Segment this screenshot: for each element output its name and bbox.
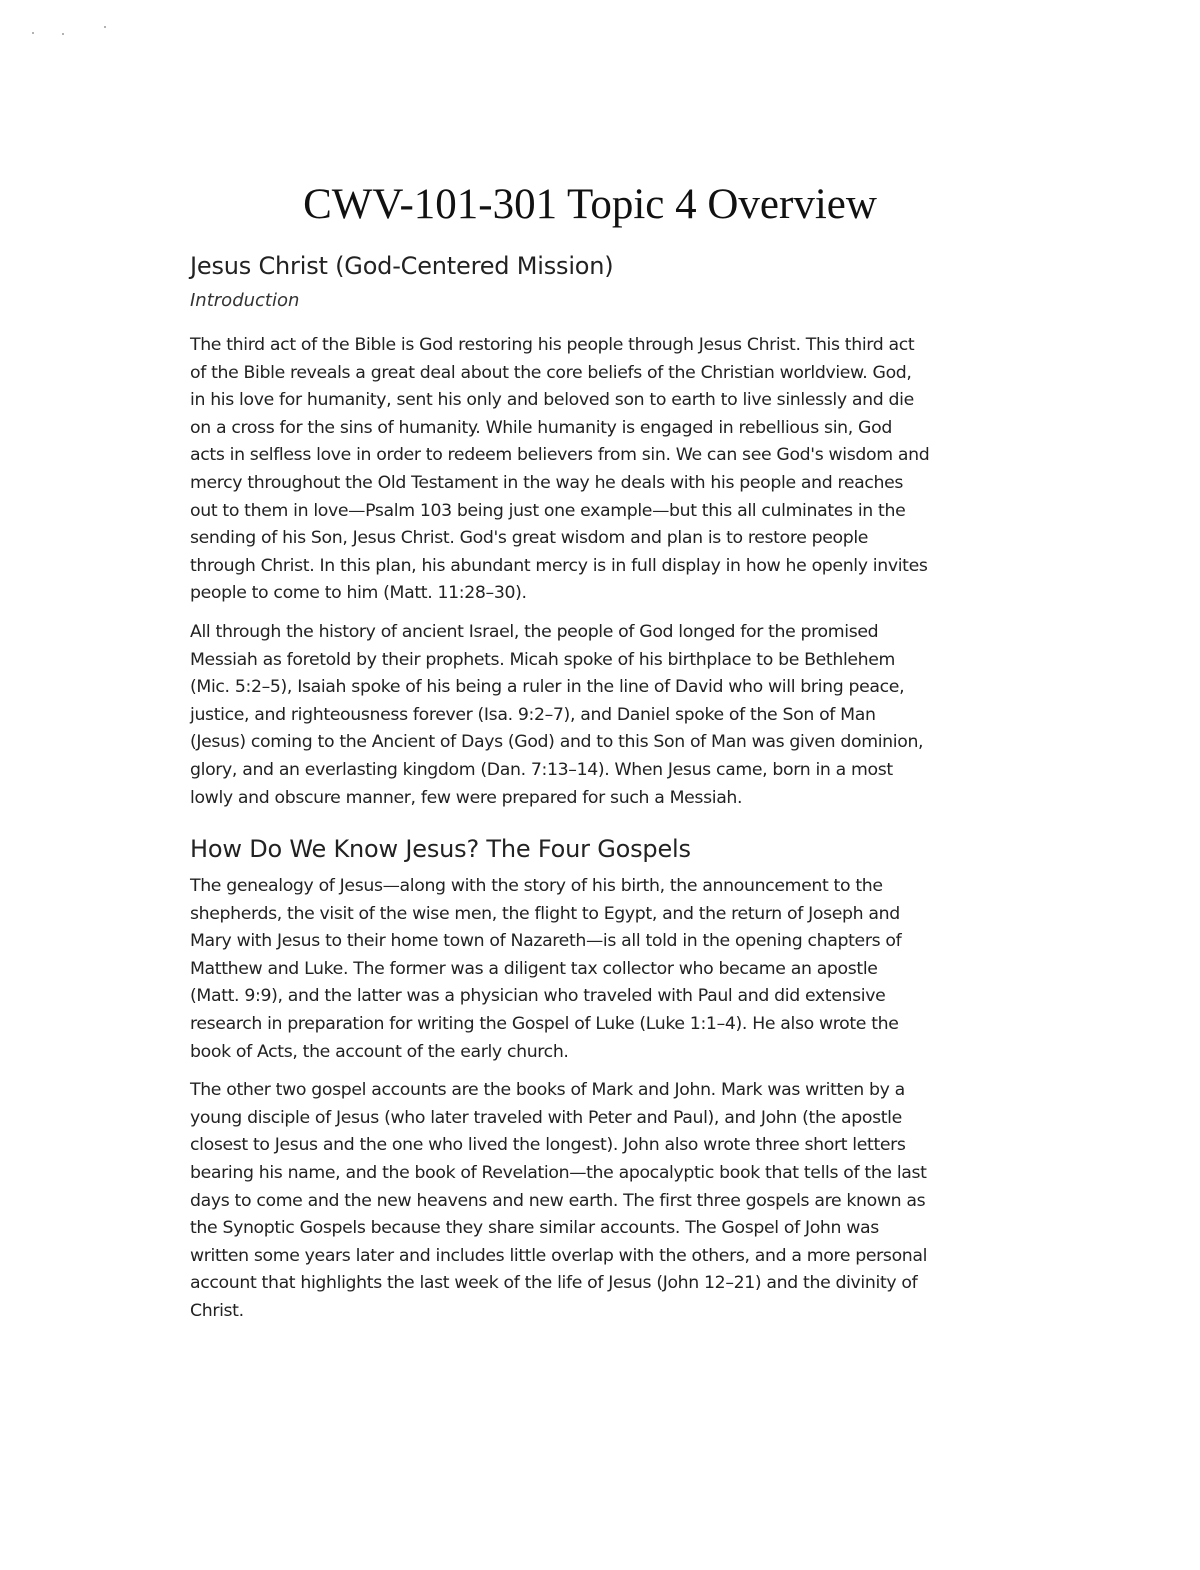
paragraph-introduction-1 <box>190 332 1010 608</box>
text-line: out to them in love—Psalm 103 being just one example—but this all culminates in the <box>190 500 906 521</box>
paragraph-introduction-2 <box>190 619 1010 812</box>
section-heading-four-gospels: How Do We Know Jesus? The Four Gospels <box>190 835 691 864</box>
text-line: Matthew and Luke. The former was a diligent tax collector who became an apostle <box>190 958 878 979</box>
text-line: sending of his Son, Jesus Christ. God's great wisdom and plan is to restore people <box>190 528 869 549</box>
text-line: (Jesus) coming to the Ancient of Days (God) and to this Son of Man was given dominion, <box>190 732 924 753</box>
text-line: Christ. <box>190 1301 244 1321</box>
text-line: bearing his name, and the book of Revelation—the apocalyptic book that tells of the last <box>190 1163 927 1184</box>
text-line: All through the history of ancient Israel, the people of God longed for the promised <box>190 621 879 642</box>
paragraph-gospels-2 <box>190 1077 1010 1325</box>
subheading-introduction: Introduction <box>190 290 300 311</box>
text-line: The genealogy of Jesus—along with the story of his birth, the announcement to the <box>190 876 883 897</box>
text-line: (Matt. 9:9), and the latter was a physician who traveled with Paul and did extensive <box>190 986 886 1007</box>
text-line: lowly and obscure manner, few were prepared for such a Messiah. <box>190 787 743 808</box>
scan-artifacts <box>28 22 118 42</box>
text-line: research in preparation for writing the Gospel of Luke (Luke 1:1–4). He also wrote the <box>190 1014 899 1035</box>
text-line: closest to Jesus and the one who lived the longest). John also wrote three short letters <box>190 1135 906 1156</box>
text-line: justice, and righteousness forever (Isa. 9:2–7), and Daniel spoke of the Son of Man <box>190 704 876 725</box>
scan-speck <box>104 26 106 28</box>
text-line: Mary with Jesus to their home town of Nazareth—is all told in the opening chapters of <box>190 931 902 952</box>
text-line: The other two gospel accounts are the books of Mark and John. Mark was written by a <box>190 1080 905 1101</box>
scan-speck <box>32 32 34 34</box>
text-line: in his love for humanity, sent his only and beloved son to earth to live sinlessly and die <box>190 390 914 411</box>
text-line: account that highlights the last week of the life of Jesus (John 12–21) and the divinity of <box>190 1273 918 1294</box>
text-line: mercy throughout the Old Testament in the way he deals with his people and reaches <box>190 472 904 493</box>
scan-speck <box>62 33 64 35</box>
text-line: book of Acts, the account of the early church. <box>190 1041 569 1062</box>
text-line: people to come to him (Matt. 11:28–30). <box>190 583 527 604</box>
document-body <box>190 252 1010 1337</box>
text-line: days to come and the new heavens and new earth. The first three gospels are known as <box>190 1190 926 1211</box>
text-line: the Synoptic Gospels because they share similar accounts. The Gospel of John was <box>190 1218 879 1239</box>
text-line: The third act of the Bible is God restoring his people through Jesus Christ. This third act <box>190 335 915 355</box>
text-line: acts in selfless love in order to redeem believers from sin. We can see God's wisdom and <box>190 445 930 466</box>
paragraph-gospels-1 <box>190 873 1010 1066</box>
text-line: Messiah as foretold by their prophets. Micah spoke of his birthplace to be Bethlehem <box>190 649 896 670</box>
text-line: glory, and an everlasting kingdom (Dan. 7:13–14). When Jesus came, born in a most <box>190 759 893 780</box>
text-line: of the Bible reveals a great deal about the core beliefs of the Christian worldview. God, <box>190 362 912 383</box>
document-title: CWV-101-301 Topic 4 Overview <box>303 181 877 228</box>
text-line: young disciple of Jesus (who later traveled with Peter and Paul), and John (the apostle <box>190 1107 902 1128</box>
text-line: shepherds, the visit of the wise men, the flight to Egypt, and the return of Joseph and <box>190 903 900 924</box>
text-line: (Mic. 5:2–5), Isaiah spoke of his being a ruler in the line of David who will bring peace, <box>190 677 905 698</box>
text-line: on a cross for the sins of humanity. While humanity is engaged in rebellious sin, God <box>190 417 892 438</box>
section-heading-jesus-christ: Jesus Christ (God-Centered Mission) <box>190 252 614 280</box>
text-line: written some years later and includes little overlap with the others, and a more personal <box>190 1245 928 1266</box>
text-line: through Christ. In this plan, his abundant mercy is in full display in how he openly invites <box>190 555 928 576</box>
